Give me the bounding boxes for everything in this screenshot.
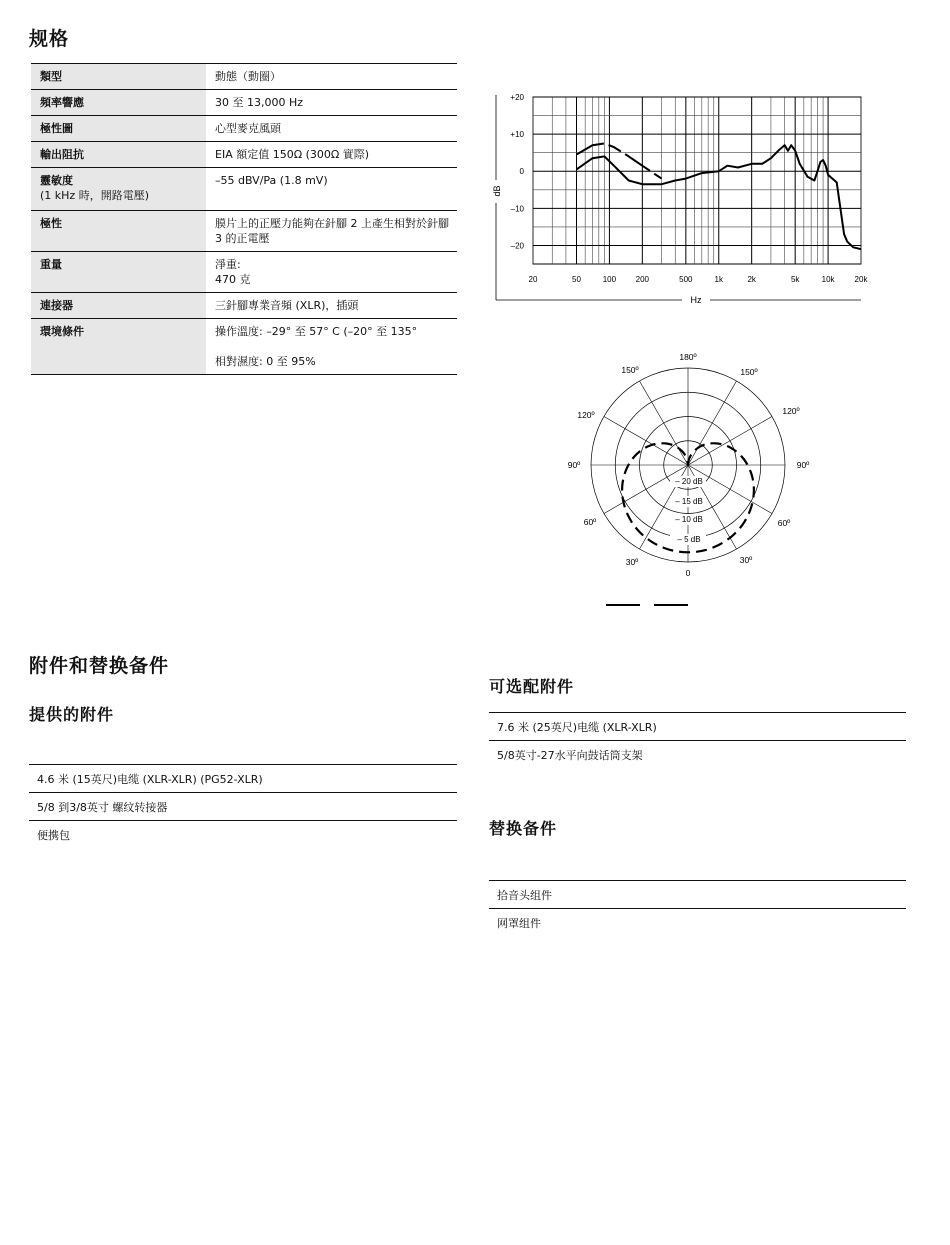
y-tick-label: +10 [510, 130, 524, 140]
x-tick-label: 5k [790, 275, 800, 284]
ring-label: – 10 dB [675, 515, 703, 524]
table-row [31, 319, 457, 375]
spec-value: EIA 額定值 150Ω (300Ω 實際) [206, 142, 457, 168]
spec-label: 重量 [31, 252, 206, 293]
angle-label: 30º [739, 555, 753, 565]
polar-spoke [688, 381, 737, 465]
angle-label: 30º [625, 557, 639, 567]
x-tick-label: 20k [854, 275, 868, 284]
list-item: 4.6 米 (15英尺)电缆 (XLR-XLR) (PG52-XLR) [29, 764, 457, 792]
angle-label: 150º [621, 365, 639, 375]
spec-label-sub: (1 kHz 時，開路電壓) [40, 189, 149, 202]
optional-list [489, 712, 906, 768]
replacement-list [489, 880, 906, 936]
spec-value: 心型麥克風頭 [206, 116, 457, 142]
polar-pattern-chart [560, 340, 820, 620]
list-item: 便携包 [29, 820, 457, 848]
spec-value: 動態（動圈） [206, 64, 457, 90]
spec-value: 操作溫度: –29° 至 57° C (–20° 至 135° [215, 325, 418, 338]
angle-label: 60º [583, 517, 597, 527]
angle-label: 120º [577, 410, 595, 420]
replacement-heading: 替换备件 [489, 819, 558, 838]
spec-value: 膜片上的正壓力能夠在針腳 2 上產生相對於針腳 3 的正電壓 [206, 211, 457, 252]
list-item: 拾音头组件 [489, 880, 906, 908]
angle-label: 120º [782, 406, 800, 416]
supplied-list [29, 764, 457, 848]
spec-label: 類型 [31, 64, 206, 90]
spec-value-2: 相對濕度: 0 至 95% [215, 355, 316, 368]
ring-label: – 20 dB [675, 477, 703, 486]
x-axis-label: Hz [690, 295, 702, 305]
spec-label: 極性圖 [31, 116, 206, 142]
x-tick-label: 2k [747, 275, 756, 284]
ring-label: – 15 dB [675, 497, 703, 506]
list-item: 5/8 到3/8英寸 螺纹转接器 [29, 792, 457, 820]
frequency-response-chart [0, 0, 950, 320]
accessories-heading: 附件和替换备件 [29, 655, 170, 677]
ring-label: – 5 dB [677, 535, 701, 544]
spec-value: 30 至 13,000 Hz [206, 90, 457, 116]
optional-heading: 可选配附件 [489, 677, 575, 696]
x-tick-label: 1k [714, 275, 723, 284]
x-tick-label: 200 [635, 275, 650, 284]
angle-label: 60º [777, 518, 791, 528]
x-tick-label: 500 [679, 275, 693, 284]
spec-label: 環境條件 [31, 319, 206, 375]
y-tick-label: –20 [510, 241, 524, 251]
spec-value: 三針腳專業音頻 (XLR)，插頭 [206, 293, 457, 319]
x-tick-label: 20 [528, 275, 538, 284]
list-item: 网罩组件 [489, 908, 906, 936]
supplied-heading: 提供的附件 [29, 705, 115, 724]
spec-label: 連接器 [31, 293, 206, 319]
list-item: 7.6 米 (25英尺)电缆 (XLR-XLR) [489, 712, 906, 740]
plot-frame [533, 97, 861, 264]
y-tick-label: +20 [510, 93, 524, 102]
angle-label: 150º [740, 367, 758, 377]
spec-value-2: 470 克 [215, 273, 251, 286]
spec-heading: 规格 [29, 28, 70, 50]
spec-label: 極性 [31, 211, 206, 252]
spec-value: –55 dBV/Pa (1.8 mV) [206, 168, 457, 211]
x-tick-label: 50 [572, 275, 581, 284]
y-tick-label: 0 [519, 167, 524, 177]
angle-label: 90º [567, 460, 581, 470]
x-tick-label: 10k [821, 275, 835, 284]
spec-label: 頻率響應 [31, 90, 206, 116]
x-tick-label: 100 [602, 275, 617, 284]
spec-value-cell [206, 319, 457, 375]
y-tick-label: –10 [510, 204, 524, 214]
spec-label: 輸出阻抗 [31, 142, 206, 168]
y-axis-label: dB [492, 185, 502, 197]
list-item: 5/8英寸-27水平向鼓话筒支架 [489, 740, 906, 768]
polar-spoke [688, 417, 772, 466]
angle-label: 90º [796, 460, 810, 470]
polar-spoke [604, 417, 688, 466]
spec-value: 淨重: [215, 258, 241, 271]
polar-spoke [640, 381, 689, 465]
angle-label: 180º [679, 352, 697, 362]
spec-label: 靈敏度 [40, 174, 73, 187]
angle-label: 0 [685, 568, 691, 578]
